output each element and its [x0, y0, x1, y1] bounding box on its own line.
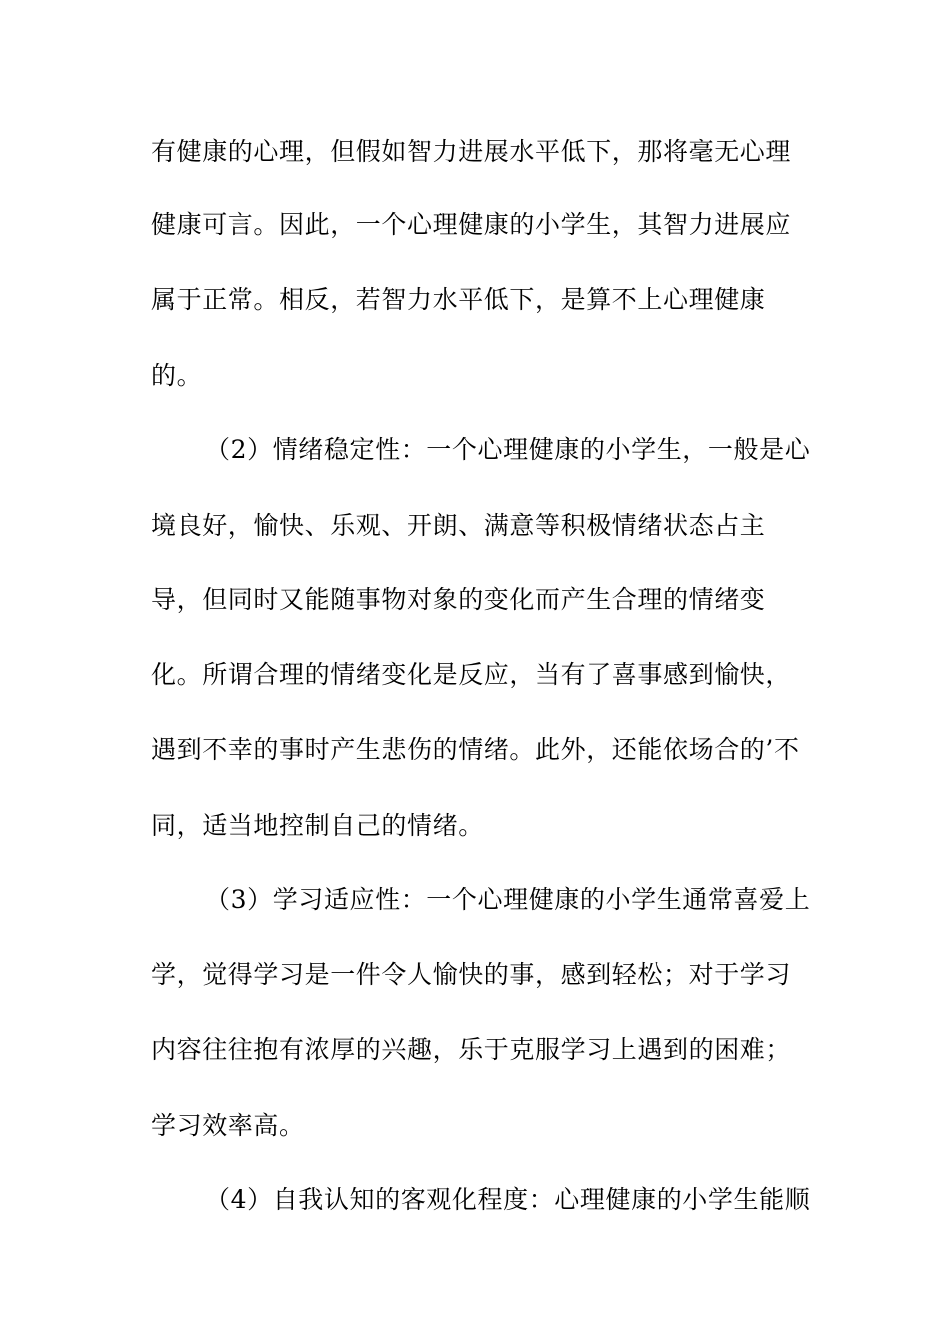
text-line: 化。所谓合理的情绪变化是反应，当有了喜事感到愉快， [151, 660, 792, 689]
text-line: 的。 [151, 361, 203, 390]
text-line: 属于正常。相反，若智力水平低下，是算不上心理健康 [151, 285, 766, 314]
paragraph-start-line: （4）自我认知的客观化程度：心理健康的小学生能顺 [205, 1185, 811, 1214]
paragraph-start-line: （2）情绪稳定性：一个心理健康的小学生，一般是心 [205, 435, 811, 464]
text-line: 同，适当地控制自己的情绪。 [151, 811, 484, 840]
text-line: 境良好，愉快、乐观、开朗、满意等积极情绪状态占主 [151, 511, 766, 540]
paragraph-start-line: （3）学习适应性：一个心理健康的小学生通常喜爱上 [205, 885, 811, 914]
text-line: 内容往往抱有浓厚的兴趣，乐于克服学习上遇到的困难； [151, 1035, 792, 1064]
text-line: 导，但同时又能随事物对象的变化而产生合理的情绪变 [151, 585, 766, 614]
text-line: 健康可言。因此，一个心理健康的小学生，其智力进展应 [151, 210, 792, 239]
text-line: 学，觉得学习是一件令人愉快的事，感到轻松；对于学习 [151, 960, 792, 989]
text-line: 遇到不幸的事时产生悲伤的情绪。此外，还能依场合的’不 [151, 735, 800, 764]
text-line: 学习效率高。 [151, 1111, 305, 1140]
text-line: 有健康的心理，但假如智力进展水平低下，那将毫无心理 [151, 137, 792, 166]
